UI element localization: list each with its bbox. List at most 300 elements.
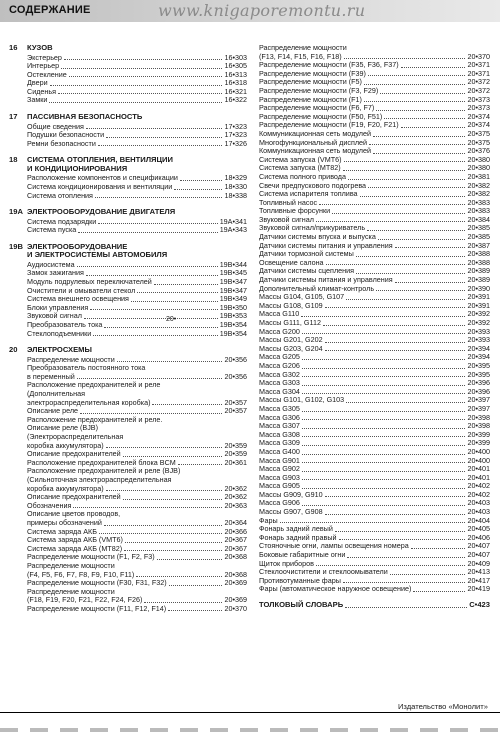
toc-entry-text: Фонарь задний левый <box>259 524 333 534</box>
dot-leader <box>136 576 222 577</box>
toc-section <box>9 156 247 200</box>
section-title <box>9 243 247 260</box>
toc-entry-page: 19B•344 <box>219 259 247 269</box>
toc-entry-text: Массы G104, G105, G107 <box>259 292 345 302</box>
toc-entry-page: 20•369 <box>224 578 247 588</box>
toc-entry-text: коробка аккумулятора) <box>27 440 104 450</box>
dot-leader <box>390 574 466 575</box>
toc-entry-text: Датчики системы впуска и выпуска <box>259 232 376 242</box>
dot-leader <box>368 75 466 76</box>
toc-entry-page: 19B•347 <box>219 285 247 295</box>
dot-leader <box>302 393 466 394</box>
toc-entry-text: Масса G302 <box>259 369 300 379</box>
dot-leader <box>344 161 466 162</box>
section-title <box>9 44 247 53</box>
toc-entry[interactable] <box>9 330 247 339</box>
dot-leader <box>302 471 466 472</box>
dot-leader <box>106 447 223 448</box>
toc-entry-page: 20•417 <box>467 575 490 585</box>
toc-entry-text: (F4, F5, F6, F7, F8, F9, F10, F11) <box>27 569 135 579</box>
toc-entry-page: 20•403 <box>467 507 490 517</box>
toc-entry-page: 20•369 <box>224 595 247 605</box>
glossary-title: ТОЛКОВЫЙ СЛОВАРЬ <box>259 600 344 609</box>
toc-entry-page: 20•370 <box>467 51 490 61</box>
section-title <box>9 113 247 122</box>
dot-leader <box>302 368 466 369</box>
toc-entry-page: 20•419 <box>467 584 490 594</box>
toc-entry-text: Звуковой сигнал <box>259 214 314 224</box>
toc-entry-text: Масса G205 <box>259 352 300 362</box>
dot-leader <box>106 137 222 138</box>
toc-entry-text: Топливный насос <box>259 197 318 207</box>
dot-leader <box>174 189 222 190</box>
toc-entry-page: 19B•354 <box>219 319 247 329</box>
toc-entry-text: Расположение предохранителей и реле (BJB) <box>27 466 181 476</box>
toc-entry-page: 20•362 <box>224 483 247 493</box>
toc-entry-text: Сиденья <box>27 86 57 96</box>
toc-entry-page: 20•363 <box>224 500 247 510</box>
toc-entry-text: Боковые габаритные огни <box>259 550 346 560</box>
toc-entry-page: 20•407 <box>467 550 490 560</box>
toc-left-column <box>9 44 247 621</box>
section-number: 19A <box>9 207 23 217</box>
toc-entry-text: Система отопления <box>27 190 93 200</box>
toc-entry-text: Блоки управления <box>27 302 89 312</box>
toc-entry-page: 20•388 <box>467 249 490 259</box>
toc-entry-text: Звуковой сигнал/прикуриватель <box>259 223 366 233</box>
toc-entry-page: 20•392 <box>467 309 490 319</box>
dot-leader <box>123 499 223 500</box>
toc-entry-page: 20•375 <box>467 128 490 138</box>
toc-entry-text: Стеклоподъемники <box>27 328 92 338</box>
toc-entry-page: 20•390 <box>467 283 490 293</box>
toc-entry-page: 20•381 <box>467 171 490 181</box>
toc-entry[interactable] <box>259 508 490 517</box>
toc-entry-page: 20•382 <box>467 180 490 190</box>
dot-leader <box>376 110 465 111</box>
toc-entry-text: Масса G902 <box>259 464 300 474</box>
toc-entry-text: Описание реле (BJB) <box>27 423 98 433</box>
toc-entry-page: 20•357 <box>224 397 247 407</box>
toc-entry-text: (Электрораспределительная <box>27 432 124 441</box>
toc-entry-text: Экстерьер <box>27 52 62 62</box>
dot-leader <box>73 507 222 508</box>
toc-entry-text: Распределение мощности <box>27 354 115 364</box>
toc-entry-text: Распределение мощности (F1, F2, F3) <box>27 552 155 562</box>
toc-entry-text: Интерьер <box>27 61 60 71</box>
toc-entry-page: 20•359 <box>224 449 247 459</box>
dot-leader <box>98 223 217 224</box>
toc-entry[interactable] <box>9 226 247 235</box>
toc-entry-page: 20•356 <box>224 371 247 381</box>
toc-entry-text: коробка аккумулятора) <box>27 483 104 493</box>
toc-entry-page: 19B•345 <box>219 268 247 278</box>
section-title-text: ЭЛЕКТРОСХЕМЫ <box>27 345 92 355</box>
dot-leader <box>78 232 217 233</box>
toc-entry-text: Массы G203, G204 <box>259 343 323 353</box>
toc-entry-text: Двери <box>27 78 48 88</box>
toc-entry[interactable] <box>9 510 247 527</box>
toc-entry-page: 19B•353 <box>219 311 247 321</box>
dot-leader <box>316 565 466 566</box>
section-title-text: И ЭЛЕКТРОСИСТЕМЫ АВТОМОБИЛЯ <box>27 250 168 260</box>
dot-leader <box>95 197 223 198</box>
toc-entry[interactable] <box>9 562 247 579</box>
toc-entry-text: Замок зажигания <box>27 268 84 278</box>
dot-leader <box>302 428 466 429</box>
dot-leader <box>323 325 466 326</box>
dot-leader <box>344 58 466 59</box>
dot-leader <box>64 59 223 60</box>
toc-entry-page: 19B•354 <box>219 328 247 338</box>
toc-entry-page: 20•396 <box>467 378 490 388</box>
dot-leader <box>401 67 466 68</box>
toc-entry-page: 20•400 <box>467 455 490 465</box>
section-title-text: СИСТЕМА ОТОПЛЕНИЯ, ВЕНТИЛЯЦИИ <box>27 155 173 165</box>
dot-leader <box>302 454 466 455</box>
toc-entry-text: Датчики системы сцепления <box>259 266 355 276</box>
toc-entry-text: Ремни безопасности <box>27 138 96 148</box>
toc-section <box>9 208 247 235</box>
toc-entry-page: 20•404 <box>467 515 490 525</box>
toc-entry-page: 20•364 <box>224 517 247 527</box>
dot-leader <box>367 230 465 231</box>
toc-entry-page: 20•395 <box>467 369 490 379</box>
toc-entry-text: Система внешнего освещения <box>27 294 129 304</box>
dot-leader <box>373 153 466 154</box>
dot-leader <box>169 585 223 586</box>
toc-entry-text: Датчики системы питания и управления <box>259 240 393 250</box>
dot-leader <box>360 196 466 197</box>
toc-entry[interactable] <box>9 605 247 614</box>
dot-leader <box>180 180 223 181</box>
toc-entry-text: Преобразователь тока <box>27 319 103 329</box>
toc-entry-page: 20•380 <box>467 154 490 164</box>
section-title-text: ЭЛЕКТРООБОРУДОВАНИЕ <box>27 241 128 251</box>
dot-leader <box>343 170 466 171</box>
toc-entry-page: 20•384 <box>467 214 490 224</box>
toc-entry-page: 20•394 <box>467 352 490 362</box>
dot-leader <box>302 411 466 412</box>
toc-entry-text: Система запуска (MT82) <box>259 163 341 173</box>
toc-entry-text: Аудиосистема <box>27 259 75 269</box>
toc-entry-text: Описание реле <box>27 406 79 416</box>
toc-entry-page: 20•383 <box>467 197 490 207</box>
dot-leader <box>80 413 222 414</box>
glossary-page: С•423 <box>469 600 490 609</box>
dot-leader <box>86 128 223 129</box>
toc-entry-page: 20•357 <box>224 406 247 416</box>
glossary-entry[interactable] <box>259 601 490 610</box>
toc-entry-text: Масса G303 <box>259 378 300 388</box>
toc-entry-page: 20•366 <box>224 526 247 536</box>
dot-leader <box>144 602 222 603</box>
dot-leader <box>99 533 223 534</box>
toc-entry-page: 16•321 <box>224 86 247 96</box>
dot-leader <box>413 591 465 592</box>
dot-leader <box>93 335 217 336</box>
toc-entry-text: Масса G110 <box>259 309 300 319</box>
dot-leader <box>316 221 466 222</box>
section-number: 19B <box>9 241 23 251</box>
toc-entry-page: 16•303 <box>224 52 247 62</box>
toc-entry-text: Распределение мощности (F19, F20, F21) <box>259 120 399 130</box>
toc-entry-text: Преобразователь постоянного тока <box>27 363 146 373</box>
toc-entry-text: Модуль подрулевых переключателей <box>27 277 152 286</box>
dot-leader <box>90 309 217 310</box>
dot-leader <box>384 118 465 119</box>
dot-leader <box>343 582 466 583</box>
toc-entry-page: 20•398 <box>467 412 490 422</box>
toc-entry[interactable] <box>9 588 247 605</box>
toc-entry-text: (F18, F19, F20, F21, F22, F24, F26) <box>27 595 143 605</box>
dot-leader <box>50 85 223 86</box>
toc-entry-text: Система заряда АКБ (MT82) <box>27 543 123 553</box>
toc-entry-text: Расположение предохранителей блока BCM <box>27 457 176 467</box>
dot-leader <box>98 145 223 146</box>
toc-entry-text: (F13, F14, F15, F16, F18) <box>259 51 342 61</box>
dot-leader <box>302 505 466 506</box>
toc-entry-text: Коммуникационная сеть модулей <box>259 128 371 138</box>
toc-entry-page: 20•391 <box>467 292 490 302</box>
toc-entry[interactable] <box>9 364 247 381</box>
section-number: 18 <box>9 155 18 165</box>
dot-leader <box>137 292 217 293</box>
toc-entry-page: 20•367 <box>224 543 247 553</box>
toc-entry-page: 20•398 <box>467 421 490 431</box>
toc-entry-page: 18•330 <box>224 181 247 191</box>
dot-leader <box>49 102 222 103</box>
toc-entry-page: 20•376 <box>467 146 490 156</box>
toc-entry-text: Щиток приборов <box>259 558 314 568</box>
dot-leader <box>104 327 217 328</box>
toc-entry-page: 20•401 <box>467 464 490 474</box>
toc-entry-text: Масса G906 <box>259 498 300 508</box>
watermark: www.knigaporemontu.ru <box>158 1 366 20</box>
toc-entry-page: 20•396 <box>467 386 490 396</box>
dot-leader <box>376 290 465 291</box>
toc-entry-page: 20•370 <box>224 603 247 613</box>
section-title <box>9 208 247 217</box>
toc-entry-text: Обозначения <box>27 500 72 510</box>
dot-leader <box>168 610 222 611</box>
toc-entry[interactable] <box>259 585 490 594</box>
dot-leader <box>380 93 465 94</box>
toc-entry-page: 20•385 <box>467 223 490 233</box>
toc-entry-text: Масса G901 <box>259 455 300 465</box>
toc-entry-page: 20•406 <box>467 532 490 542</box>
toc-entry-text: Масса G306 <box>259 412 300 422</box>
dot-leader <box>339 539 466 540</box>
toc-entry-text: Замки <box>27 95 48 105</box>
toc-entry-page: 20•373 <box>467 103 490 113</box>
toc-entry-text: Масса G206 <box>259 360 300 370</box>
dot-leader <box>84 318 218 319</box>
toc-entry-text: Система заряда АКБ (VMT6) <box>27 535 123 545</box>
section-number: 20 <box>9 345 18 355</box>
toc-entry-text: Описание цветов проводов, <box>27 509 121 519</box>
dot-leader <box>302 333 466 334</box>
toc-entry-text: электрораспределительная коробка) <box>27 397 151 407</box>
toc-entry-page: 20•373 <box>467 94 490 104</box>
toc-entry[interactable] <box>9 467 247 493</box>
toc-entry-page: 16•322 <box>224 95 247 105</box>
dot-leader <box>411 548 466 549</box>
toc-entry-text: (Сильноточная электрораспределительная <box>27 474 172 484</box>
toc-entry-page: 20•371 <box>467 60 490 70</box>
toc-entry-text: Расположение компонентов и спецификации <box>27 173 178 183</box>
toc-entry-page: 20•395 <box>467 360 490 370</box>
dot-leader <box>178 464 223 465</box>
dot-leader <box>302 419 466 420</box>
dot-leader <box>401 127 466 128</box>
toc-entry-page: 20•374 <box>467 120 490 130</box>
toc-entry-page: 20•405 <box>467 524 490 534</box>
toc-entry-text: Распределение мощности (F39) <box>259 68 366 78</box>
dot-leader <box>335 531 466 532</box>
dot-leader <box>152 404 222 405</box>
toc-entry-text: Расположение предохранителей и реле. <box>27 414 163 424</box>
toc-entry-page: 19A•343 <box>219 225 247 235</box>
toc-entry-page: 20•380 <box>467 163 490 173</box>
toc-entry-page: 20•391 <box>467 300 490 310</box>
toc-entry-page: 20•385 <box>467 232 490 242</box>
dot-leader <box>302 479 466 480</box>
section-title-text: КУЗОВ <box>27 43 53 52</box>
toc-entry-text: Стеклоочистители и стеклоомыватели <box>259 567 388 577</box>
toc-entry[interactable] <box>9 416 247 450</box>
toc-entry[interactable] <box>9 140 247 149</box>
toc-entry-text: Противотуманные фары <box>259 575 341 585</box>
toc-entry-page: 20•368 <box>224 552 247 562</box>
toc-entry-page: 20•409 <box>467 558 490 568</box>
toc-entry-text: Датчики системы питания и управления <box>259 275 393 285</box>
toc-entry-page: 20•389 <box>467 275 490 285</box>
toc-entry[interactable] <box>9 192 247 201</box>
dot-leader <box>395 282 466 283</box>
toc-entry-page: 20•392 <box>467 318 490 327</box>
toc-entry-text: в переменный <box>27 371 75 381</box>
toc-entry-page: 20•387 <box>467 240 490 250</box>
dot-leader <box>69 76 223 77</box>
toc-entry-page: 20•413 <box>467 567 490 577</box>
toc-entry-page: 19A•341 <box>219 216 247 226</box>
toc-entry-page: 20•393 <box>467 335 490 345</box>
toc-entry-text: Топливные форсунки <box>259 206 331 216</box>
dot-leader <box>124 550 222 551</box>
toc-entry-text: Распределение мощности <box>259 43 347 52</box>
toc-entry-text: Звуковой сигнал <box>27 311 82 321</box>
toc-entry-page: 20•371 <box>467 68 490 78</box>
dot-leader <box>368 187 465 188</box>
toc-entry-page: 20•362 <box>224 492 247 502</box>
toc-entry-text: Описание предохранителей <box>27 492 121 502</box>
dot-leader <box>157 559 223 560</box>
toc-entry-page: 20•388 <box>467 257 490 267</box>
toc-entry-text: Свечи предпускового подогрева <box>259 180 367 190</box>
toc-entry-page: 20•383 <box>467 206 490 216</box>
toc-entry-text: (Дополнительная <box>27 389 86 399</box>
dot-leader <box>378 239 466 240</box>
toc-entry-page: 20•394 <box>467 343 490 353</box>
page-title: СОДЕРЖАНИЕ <box>9 4 91 16</box>
dot-leader <box>325 350 466 351</box>
toc-entry-text: Распределение мощности <box>27 560 115 570</box>
toc-entry-text: Фары <box>259 515 278 525</box>
dot-leader <box>302 385 466 386</box>
dot-leader <box>395 247 466 248</box>
toc-entry-text: Массы G108, G109 <box>259 300 323 310</box>
toc-entry-page: 17•326 <box>224 138 247 148</box>
section-title-text: ПАССИВНАЯ БЕЗОПАСНОСТЬ <box>27 112 143 122</box>
dot-leader <box>123 456 223 457</box>
toc-entry-page: 18•329 <box>224 173 247 183</box>
dot-leader <box>302 488 466 489</box>
dot-leader <box>325 342 466 343</box>
dot-leader <box>364 101 466 102</box>
toc-entry-text: Система пуска <box>27 225 77 235</box>
toc-entry-text: Распределение мощности (F3, F29) <box>259 85 379 95</box>
dot-leader <box>369 144 465 145</box>
dot-leader <box>364 84 466 85</box>
toc-entry-text: Система заряда АКБ <box>27 526 97 536</box>
dot-leader <box>325 514 466 515</box>
dot-leader <box>125 542 223 543</box>
toc-entry-text: Остекление <box>27 69 67 79</box>
toc-entry-text: Дополнительный климат-контроль <box>259 283 375 293</box>
toc-entry-text: примеры обозначений <box>27 517 102 527</box>
toc-entry-text: Массы G111, G112 <box>259 318 321 327</box>
publisher-footer: Издательство «Монолит» <box>397 702 488 711</box>
toc-entry-page: 16•305 <box>224 61 247 71</box>
toc-entry[interactable] <box>9 96 247 105</box>
toc-entry-text: Подушки безопасности <box>27 130 105 140</box>
dot-leader <box>86 275 218 276</box>
toc-entry-page: 18•338 <box>224 190 247 200</box>
toc-entry-page: 20•402 <box>467 489 490 499</box>
toc-section <box>9 44 247 105</box>
toc-entry-text: Масса G309 <box>259 438 300 448</box>
toc-entry-text: Масса G200 <box>259 326 300 336</box>
toc-entry-page: 20•389 <box>467 266 490 276</box>
toc-entry-text: Массы G101, G102, G103 <box>259 395 345 405</box>
dot-leader <box>154 284 218 285</box>
toc-entry-text: Распределение мощности (F1) <box>259 94 362 104</box>
toc-entry-text: Масса G308 <box>259 429 300 439</box>
toc-entry-page: 20•407 <box>467 541 490 551</box>
toc-entry-text: Массы G201, G202 <box>259 335 323 345</box>
toc-entry-page: 16•313 <box>224 69 247 79</box>
toc-entry-page: 20•403 <box>467 498 490 508</box>
toc-entry-text: Масса G400 <box>259 446 300 456</box>
dot-leader <box>326 264 466 265</box>
toc-entry[interactable] <box>9 381 247 407</box>
dot-leader <box>104 525 223 526</box>
toc-entry[interactable] <box>259 44 490 61</box>
dot-leader <box>117 361 223 362</box>
dot-leader <box>61 68 222 69</box>
dot-leader <box>280 522 466 523</box>
toc-entry-text: Расположение предохранителей и реле <box>27 380 161 390</box>
toc-entry-text: Распределение мощности (F6, F7) <box>259 103 375 113</box>
toc-entry-page: 20•374 <box>467 111 490 121</box>
toc-entry-page: 19B•349 <box>219 294 247 304</box>
footer-rule <box>0 712 500 713</box>
dot-leader <box>356 273 465 274</box>
dot-leader <box>348 179 466 180</box>
toc-entry-page: 20•372 <box>467 85 490 95</box>
dot-leader <box>346 402 465 403</box>
